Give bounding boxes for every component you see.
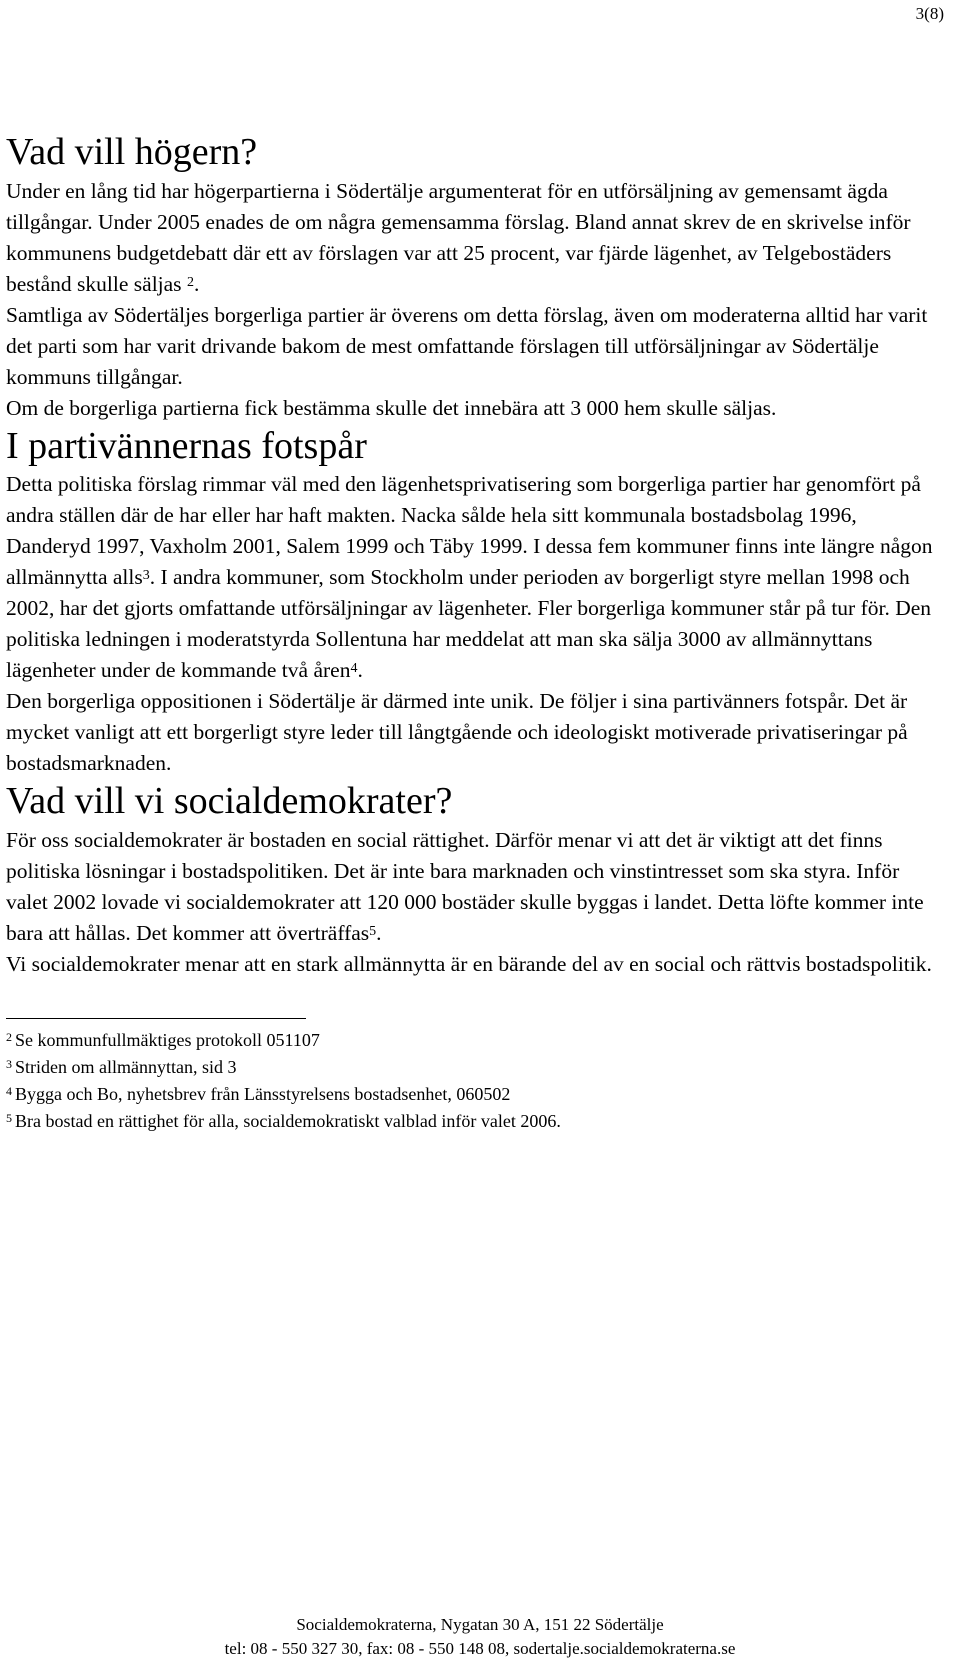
page-footer	[0, 1613, 960, 1661]
footnote-item: $^4$ Bygga och Bo, nyhetsbrev från Länsstyrelsens bostadsenhet, 060502	[6, 1083, 511, 1104]
footnote-ref: 4	[350, 661, 358, 677]
footnotes	[6, 1027, 946, 1135]
footer-contact: tel: 08 - 550 327 30, fax: 08 - 550 148 08, sodertalje.socialdemokraterna.se	[224, 1639, 736, 1658]
footnote-divider	[6, 1018, 306, 1019]
paragraph: Vi socialdemokrater menar att en stark allmännytta är en bärande del av en social och rättvis bostadspolitik.	[6, 951, 932, 976]
footnote-ref: 5	[369, 923, 377, 939]
footnote-ref: 2	[186, 274, 194, 290]
section-heading-socialdemokrater: Vad vill vi socialdemokrater?	[6, 780, 453, 823]
footnote-ref: 3	[142, 568, 150, 584]
paragraph: Samtliga av Södertäljes borgerliga partier är överens om detta förslag, även om moderaterna alltid har varit det parti som har varit drivande bakom de mest omfattande förslagen till utförsäljningar av Södertälje kommuns tillgångar.	[6, 302, 928, 389]
footnote-item: $^3$ Striden om allmännyttan, sid 3	[6, 1056, 237, 1077]
page-number: 3(8)	[915, 4, 944, 23]
paragraph: Om de borgerliga partierna fick bestämma skulle det innebära att 3 000 hem skulle säljas.	[6, 395, 777, 420]
paragraph: Den borgerliga oppositionen i Södertälje är därmed inte unik. De följer i sina partivänners fotspår. Det är mycket vanligt att ett borgerligt styre leder till långtgående och ideologiskt motiverade privatiseringar på bostadsmarknaden.	[6, 689, 908, 776]
footer-address: Socialdemokraterna, Nygatan 30 A, 151 22 Södertälje	[296, 1615, 664, 1634]
paragraph: Under en lång tid har högerpartierna i Södertälje argumenterat för en utförsäljning av gemensamt ägda tillgångar. Under 2005 enades de om några gemensamma förslag. Bland annat skrev de en skrivelse inför kommunens budgetdebatt där ett av förslagen var att 25 procent, var fjärde lägenhet, av Telgebostäders bestånd skulle säljas $^2$.	[6, 178, 911, 296]
section-heading-partivanner: I partivännernas fotspår	[6, 424, 367, 467]
paragraph: Detta politiska förslag rimmar väl med den lägenhetsprivatisering som borgerliga partier har genomfört på andra ställen där de har eller har haft makten. Nacka sålde hela sitt kommunala bostadsbolag 1996, Danderyd 1997, Vaxholm 2001, Salem 1999 och Täby 1999. I dessa fem kommuner finns inte längre någon allmännytta alls$^3$. I andra kommuner, som Stockholm under perioden av borgerligt styre mellan 1998 och 2002, har det gjorts omfattande utförsäljningar av lägenheter. Fler borgerliga kommuner står på tur för. Den politiska ledningen i moderatstyrda Sollentuna har meddelat att man ska sälja 3000 av allmännyttans lägenheter under de kommande två åren$^4$.	[6, 472, 933, 683]
document-body	[6, 130, 946, 1135]
paragraph: För oss socialdemokrater är bostaden en social rättighet. Därför menar vi att det är viktigt att det finns politiska lösningar i bostadspolitiken. Det är inte bara marknaden och vinstintresset som ska styra. Inför valet 2002 lovade vi socialdemokrater att 120 000 bostäder skulle byggas i landet. Detta löfte kommer inte bara att hållas. Det kommer att överträffas$^5$.	[6, 827, 924, 945]
footnote-item: $^2$ Se kommunfullmäktiges protokoll 051107	[6, 1029, 320, 1050]
footnote-item: $^5$ Bra bostad en rättighet för alla, socialdemokratiskt valblad inför valet 2006.	[6, 1110, 561, 1131]
section-heading-hogern: Vad vill högern?	[6, 131, 258, 173]
